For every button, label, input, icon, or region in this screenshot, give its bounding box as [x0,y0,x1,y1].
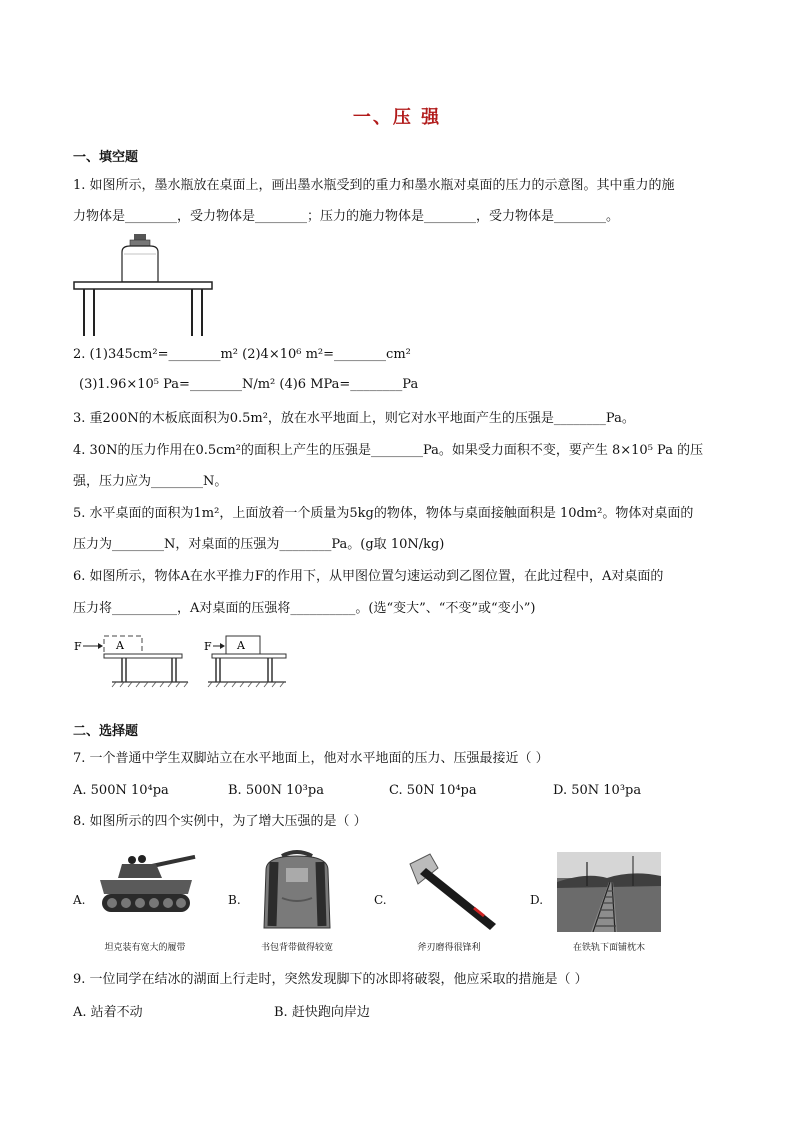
q1-line2: 力物体是________，受力物体是________；压力的施力物体是________，受力物体是________。 [73,209,620,224]
q7-option-a: A. 500N 10⁴pa [73,783,169,798]
tank-image [92,850,198,930]
q9-stem: 9. 一位同学在结冰的湖面上行走时，突然发现脚下的冰即将破裂，他应采取的措施是（ ） [73,972,588,987]
q5-line1: 5. 水平桌面的面积为1m²，上面放着一个质量为5kg的物体，物体与桌面接触面积是 10dm²。物体对桌面的 [73,506,694,521]
push-block-figure [72,630,292,688]
block-label: A [116,639,124,652]
page-title: 一、压 强 [352,107,442,128]
q4-line1: 4. 30N的压力作用在0.5cm²的面积上产生的压强是________Pa。如果受力面积不变，要产生 8×10⁵ Pa 的压 [73,443,704,458]
backpack-image [252,848,342,934]
q3-line: 3. 重200N的木板底面积为0.5m²，放在水平地面上，则它对水平地面产生的压强是________Pa。 [73,411,635,426]
q8-label-a: A. [73,893,86,907]
railway-image [557,852,661,932]
q7-stem: 7. 一个普通中学生双脚站立在水平地面上，他对水平地面的压力、压强最接近（ ） [73,751,549,766]
q7-option-d: D. 50N 10³pa [553,783,642,798]
ink-bottle-table-figure [72,232,214,340]
q8-label-b: B. [228,893,241,907]
q7-option-c: C. 50N 10⁴pa [389,783,477,798]
q8-stem: 8. 如图所示的四个实例中，为了增大压强的是（ ） [73,814,367,829]
block-label-2: A [237,639,245,652]
q8-caption-d: 在铁轨下面铺枕木 [572,943,645,953]
q8-caption-c: 斧刃磨得很锋利 [417,943,481,953]
force-label-2: F [204,640,212,653]
q8-label-d: D. [530,893,544,907]
section-choice: 二、选择题 [73,724,139,739]
q5-line2: 压力为________N，对桌面的压强为________Pa。(g取 10N/kg) [73,537,445,552]
q8-label-c: C. [374,893,387,907]
section-fill-in: 一、填空题 [73,150,139,165]
q4-line2: 强，压力应为________N。 [73,474,228,489]
q7-option-b: B. 500N 10³pa [228,783,324,798]
q2-line2: (3)1.96×10⁵ Pa=________N/m² (4)6 MPa=________Pa [79,377,419,392]
q9-option-a: A. 站着不动 [73,1005,143,1020]
q6-line2: 压力将__________，A对桌面的压强将__________。(选“变大”、“不变”或“变小”) [73,601,536,616]
axe-image [396,850,502,930]
q9-option-b: B. 赶快跑向岸边 [274,1005,370,1020]
force-label: F [74,640,82,653]
q6-line1: 6. 如图所示，物体A在水平推力F的作用下，从甲图位置匀速运动到乙图位置，在此过程中，A对桌面的 [73,569,664,584]
q2-line1: 2. (1)345cm²=________m² (2)4×10⁶ m²=________cm² [73,347,411,362]
q8-caption-b: 书包背带做得较宽 [260,943,333,953]
q8-caption-a: 坦克装有宽大的履带 [104,943,186,953]
q1-line1: 1. 如图所示，墨水瓶放在桌面上，画出墨水瓶受到的重力和墨水瓶对桌面的压力的示意图。其中重力的施 [73,178,675,193]
